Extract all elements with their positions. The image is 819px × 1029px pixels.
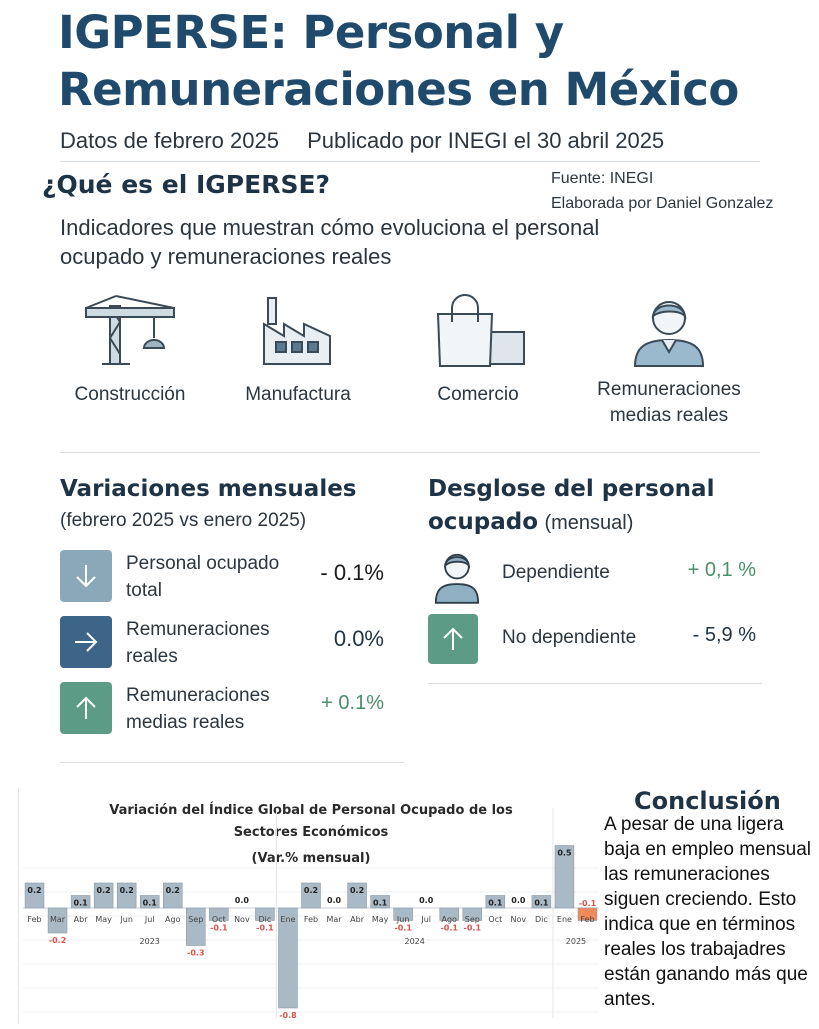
x-tick-label: Sep [464,915,480,924]
arrow-down-icon [60,550,112,602]
sector-manufacturing [218,292,378,408]
section-title-what-is: ¿Qué es el IGPERSE? [42,170,331,199]
sector-wages [584,292,754,429]
bar-value-label: -0.3 [187,948,205,958]
page-title: IGPERSE: Personal y Remuneraciones en México [58,6,739,116]
x-tick-label: Mar [50,915,66,924]
x-tick-label: Jun [120,915,133,924]
person-icon [432,548,482,604]
bar-value-label: 0.1 [373,898,388,908]
data-date: Datos de febrero 2025 [60,128,279,153]
conclusion-title: Conclusión [634,787,781,815]
divider [428,683,762,684]
sector-label: Remuneraciones medias reales [597,379,741,426]
bar-value-label: 0.2 [119,886,134,895]
factory-icon [258,292,338,368]
year-label: 2024 [404,937,425,946]
x-tick-label: Mar [326,915,342,924]
x-tick-label: Feb [303,915,319,924]
year-label: 2023 [139,937,160,946]
x-tick-label: May [95,915,112,924]
sector-label: Manufactura [245,384,351,405]
person-icon [629,292,709,368]
published-date: Publicado por INEGI el 30 abril 2025 [307,128,665,153]
breakdown-title-suffix: (mensual) [544,512,634,534]
monthly-title: Variaciones mensuales [60,476,357,502]
sector-label: Construcción [74,384,186,405]
x-tick-label: Dic [535,915,548,924]
author-line: Elaborada por Daniel Gonzalez [551,195,774,212]
bar-value-label: 0.1 [73,898,88,908]
arrow-up-icon [60,682,112,734]
bar-value-label: 0.2 [165,886,180,895]
sector-label: Comercio [437,384,519,405]
bar-value-label: 0.2 [303,886,319,895]
bar-value-label: -0.1 [440,923,458,933]
breakdown-value: + 0,1 % [687,559,756,581]
chart-title-line2: Sectores Económicos [233,825,389,840]
x-tick-label: Ago [165,915,181,924]
x-tick-label: Ene [556,915,572,924]
bar-value-label: -0.1 [210,923,228,933]
bar-value-label: -0.1 [463,923,482,933]
breakdown-label: No dependiente [502,627,637,648]
breakdown-value: - 5,9 % [692,624,756,646]
bar-value-label: -0.2 [48,936,67,945]
x-tick-label: May [371,915,389,924]
bar-value-label: 0.1 [534,898,549,908]
bar-value-label: -0.1 [578,899,597,908]
bar-value-label: 0.0 [326,896,342,905]
description: Indicadores que muestran cómo evoluciona el personal ocupado y remuneraciones reales [60,215,600,269]
bar-value-label: 0.1 [142,898,157,908]
x-tick-label: Oct [211,915,226,924]
indicator-value: + 0.1% [321,692,384,714]
breakdown-label: Dependiente [502,562,610,583]
x-tick-label: Jun [396,915,410,924]
indicator-label: Personal ocupado total [126,553,280,601]
indicator-label: Remuneraciones reales [126,619,270,667]
crane-icon [82,292,178,368]
breakdown-title-line2 [428,506,633,538]
x-tick-label: Dic [258,915,272,924]
x-tick-label: Jul [144,915,155,924]
chart-subtitle: (Var.% mensual) [251,851,371,866]
header-subtitle [60,128,664,154]
breakdown-item-non-dependent [428,614,762,666]
x-tick-label: Nov [510,915,527,924]
bar-value-label: 0.0 [234,896,249,905]
arrow-right-icon [60,616,112,668]
source-line: Fuente: INEGI [551,170,654,187]
breakdown-title: Desglose del personal [428,476,715,502]
divider [60,452,760,453]
bar-value-label: 0.1 [488,898,503,908]
bar-value-label: -0.8 [279,1011,297,1020]
x-tick-label: Ene [280,915,296,924]
x-tick-label: Oct [488,915,503,924]
bar-value-label: 0.0 [419,896,434,905]
year-label: 2025 [565,937,587,946]
bar-value-label: 0.2 [349,886,365,895]
bar-chart [19,788,603,1024]
divider [60,161,760,162]
bar [186,908,205,946]
divider [60,762,404,763]
bar-value-label: -0.1 [256,923,274,933]
chart-container [18,788,603,1024]
x-tick-label: Feb [27,915,42,924]
x-tick-label: Feb [580,915,595,924]
sector-commerce [398,292,558,408]
bar-value-label: 0.2 [96,886,111,895]
x-tick-label: Abr [73,915,88,924]
bar-value-label: 0.2 [27,886,42,895]
x-tick-label: Nov [234,915,250,924]
shopping-bag-icon [428,292,528,368]
breakdown-title-word: ocupado [428,509,539,535]
x-tick-label: Jul [421,915,432,924]
x-tick-label: Abr [350,915,365,924]
conclusion-text: A pesar de una ligera baja en empleo mensual las remuneraciones siguen creciendo. Esto indica que en términos reales los trabajadres están ganando más que antes. [604,814,812,1010]
x-tick-label: Ago [441,915,457,924]
indicator-value: - 0.1% [320,560,384,585]
breakdown-item-dependent [432,548,762,604]
indicator-value: 0.0% [333,626,384,651]
bar-value-label: 0.0 [511,896,526,905]
indicator-label: Remuneraciones medias reales [126,685,270,733]
monthly-subtitle: (febrero 2025 vs enero 2025) [60,510,307,531]
x-tick-label: Sep [188,915,204,924]
source-note [551,166,773,216]
bar-value-label: 0.5 [557,848,572,858]
chart-title-line1: Variación del Índice Global de Personal Ocupado de los [109,803,513,818]
arrow-up-icon [428,614,478,664]
bar-value-label: -0.1 [394,923,412,933]
sector-construction [50,292,210,408]
